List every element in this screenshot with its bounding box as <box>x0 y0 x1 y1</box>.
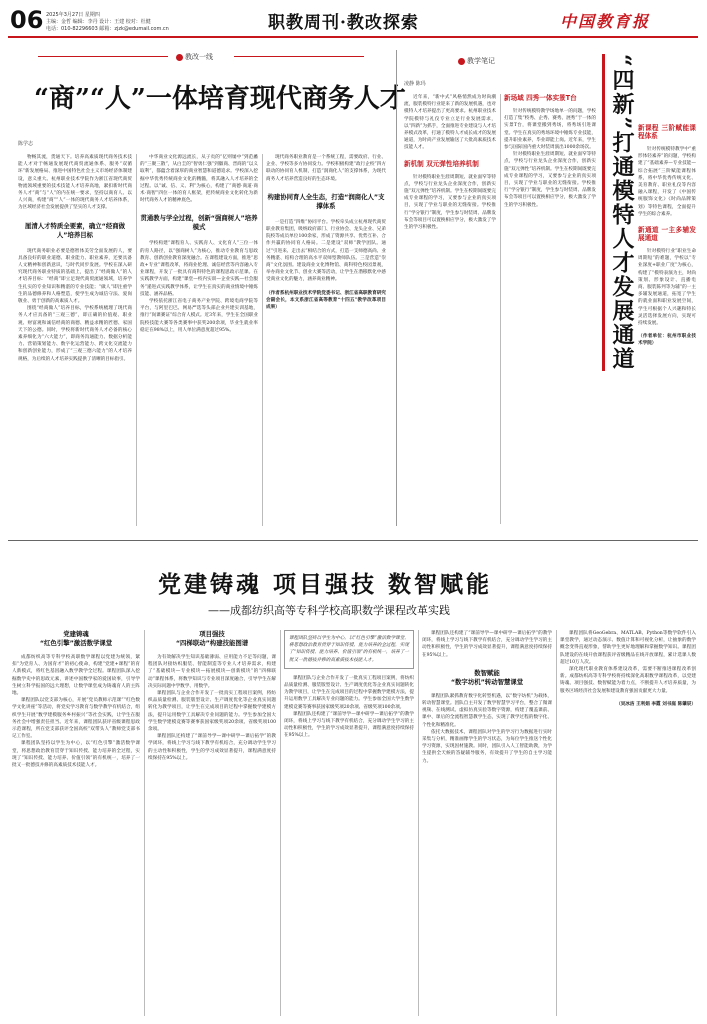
paragraph: 成都纺织高等专科学校高职数学课程以党建为统领，紧扣“为党育人、为国育才”的初心使命，构建“党建+课程”的育人新模式，将红色基因融入数学教学全过程。课程团队深入挖掘数学史中的思政元素，讲述中国数学家的爱国故事，引导学生树立科学报国的远大理想，让数学课堂成为铸魂育人的主阵地。 <box>12 655 140 697</box>
page-number: 06 <box>10 6 44 34</box>
article-title: “商”“人”一体培育现代商务人才 <box>34 84 406 114</box>
paragraph: 课程团队坚持以学生为中心，以“红色引擎”激活数学课堂，将思想政治教育贯穿于知识传授、能力培养的全过程，实现了“知识传授、能力培养、价值引领”的有机统一，培养了一批又一批德技并修的高素质技术技能人才。 <box>12 741 140 769</box>
column-tag: 教改一线 <box>176 52 213 62</box>
article-column-3 <box>266 154 386 526</box>
math-column-3 <box>284 630 414 1016</box>
paragraph: 现代商务职业教育是一个系统工程，需要政府、行业、企业、学校等多方协同发力。学校积极构建“政行企校”四方联动的协同育人机制，打造“润商化人”的支撑体系，为现代商务人才培养营造良好的生态环境。 <box>266 155 386 182</box>
paragraph: 课程团队与企业合作开发了一批真实工程项目案例，将纺织品质量检测、服装版型设计、生产调度优化等企业真实问题转化为教学项目，让学生在完成项目的过程中掌握数学建模方法，提升运用数学工具解决专业问题的能力。学生参加全国大学生数学建模竞赛等赛事获国家级奖项20余项、省级奖项100余项。 <box>148 691 276 733</box>
article-byline: 凌静 陈玛 <box>404 81 426 87</box>
tag-rule <box>38 56 168 57</box>
paragraph: 针对模特职业生涯周期短、就业面窄等特点，学校与行业龙头企业深度合作，创新实施“双元弹性”培养机制。学生在校期间既要完成专业课程的学习，又要参与企业的真实项目，实现了学业与职业的无缝衔接。学校推行“学分银行”制度，学生参与时装周、品牌发布会等项目可以置换相应学分，极大激发了学生的学习积极性。 <box>504 152 596 208</box>
paragraph: 针对传统模特教学中“重形体轻素养”的问题，学校构建了“基础素养—专业技能—综合拓展”三阶赋能课程体系，将中华优秀传统文化、美育教育、职业礼仪等内容融入课程，开发了《中国传统服饰文化》《时尚品牌策划》等特色课程，全面提升学生的综合素养。 <box>638 147 696 217</box>
subheading: 新机制 双元弹性培养机制 <box>404 159 479 168</box>
paragraph: 针对传统模特教学场地单一的问题，学校打造了集“校秀、企秀、赛秀、展秀”于一体的实景T台，将课堂搬到秀场，将秀场引进课堂。学生在真实的秀场环境中锤炼专业技能，提升职业素养，毕业即能上岗。近年来，学生参与国际国内重大时装周演出1000余场次。 <box>504 109 596 151</box>
paragraph: 课程团队紧抓教育数字化转型机遇，以“数字坊机”为载体，转动智慧课堂。团队自主开发了数学智慧学习平台，整合了微课视频、在线测试、虚拟仿真实验等数字资源，构建了覆盖课前、课中、课后的全流程智慧教学生态，实现了教学过程的数字化、个性化和精准化。 <box>422 693 552 728</box>
paragraph: 为有效解决学生知识基础薄弱、应用能力不足等问题，课程团队对接纺织服装、智能制造等专业人才培养需求，构建了“基础模块—专业模块—拓展模块—创新模块”的“四梯联动”课程体系，将数学知识与专业项目深度融合，引导学生在解决实际问题中学数学、用数学。 <box>148 655 276 689</box>
masthead <box>0 0 707 44</box>
sidebar-column-2 <box>504 94 596 524</box>
paragraph: 课程团队还构建了“课前导学—课中研学—课后拓学”的教学闭环，将线上学习与线下教学有机结合，充分调动学生学习的主动性和积极性，学生的学习成效显著提升，课程满意度持续保持在95%以上。 <box>284 711 414 739</box>
column-tag: 教学笔记 <box>458 56 495 66</box>
article-model-talent <box>400 44 700 532</box>
column-tag-icon <box>176 54 183 61</box>
paragraph: 针对模特行业“职业生命周期短”的难题，学校以“专业深度+职业广度”为核心，构建了“模特表演为主，时尚策划、形象设计、直播电商、服装陈列等为辅”的一主多辅发展通道，拓宽了学生的就业面和职业发展空间，学生可根据个人兴趣和特长灵活选择发展方向，实现可持续发展。 <box>638 249 696 327</box>
math-column-1 <box>12 630 140 1016</box>
subheading: 党建铸魂 “红色引擎”激活数学课堂 <box>39 630 113 647</box>
column-tag-icon <box>458 58 465 65</box>
subheading: 厘清人才特质全要素，确立“经商做人”培养目标 <box>24 221 126 239</box>
paragraph: 课程团队将GeoGebra、MATLAB、Python等数学软件引入课堂教学，通过动态演示、数值计算和可视化分析，让抽象的数学概念变得直观形象，帮助学生更好地理解和掌握数学知识。课程团队建设的在线开放课程获评省级精品在线开放课程，累计选课人数超过10万人次。 <box>560 631 696 665</box>
subheading: 项目强技 “四梯联动”构建技能图谱 <box>175 630 249 647</box>
tag-rule-right <box>234 56 364 57</box>
subheading: 数智赋能 “数字坊机”转动智慧课堂 <box>450 668 524 686</box>
paragraph: 学校依托浙江省电子商务产业学院、跨境电商学院等平台，与阿里巴巴、网易严选等头部企业共建实训基地，推行“岗课赛证”综合育人模式。近3年来，学生在全国职业院校技能大赛等各类赛事中获奖200余项，毕业生就业率稳定在98%以上，用人单位满意度超过95%。 <box>140 299 258 333</box>
subheading: 贯通教与学全过程，创新“强商树人”培养模式 <box>140 214 258 232</box>
paragraph: 物畅其流，货通天下。培养高素质现代商务技术技能人才对于畅通发展现代商贸流通体系、服务“双循环”新发展格局、推进中国特色社会主义市场经济体制建设，意义重大。杭州职业技术学院作为浙江省现代商贸物流领域重要的技术技能人才培养高地，紧扣新时代商务人才“商”与“人”的内在统一要求，坚持以商育人、以人兴商，构建“商”“人”一体的现代商务人才培养体系，为区域经济社会发展提供了坚实的人才支撑。 <box>18 155 132 211</box>
article-math-reform <box>8 544 700 1020</box>
section-title: 职教周刊·教改探索 <box>268 13 419 33</box>
math-column-5 <box>560 630 696 1016</box>
sidebar-column-1 <box>404 94 496 524</box>
paragraph: 中华商业文化源远流长，从子贡的“亿则屡中”到范蠡的“三聚三散”，从白圭的“智勇仁强”到徽商、晋商的“以义取利”，都蕴含着深厚的商业智慧和道德追求。学校深入挖掘中华优秀传统商业文化的精髓，将其融入人才培养的全过程。以“诚、信、义、利”为核心，构建了“商德·商道·商术·商智”四位一体的育人框架，把传统商业文化转化为新时代商务人才的精神底色。 <box>140 155 258 204</box>
paragraph: 针对模特职业生涯周期短、就业面窄等特点，学校与行业龙头企业深度合作，创新实施“双元弹性”培养机制。学生在校期间既要完成专业课程的学习，又要参与企业的真实项目，实现了学业与职业的无缝衔接。学校推行“学分银行”制度，学生参与时装周、品牌发布会等项目可以置换相应学分，极大激发了学生的学习积极性。 <box>404 174 496 231</box>
paragraph: 课程团队还构建了“课前导学—课中研学—课后拓学”的教学闭环，将线上学习与线下教学有机结合，充分调动学生学习的主动性和积极性，学生的学习成效显著提升，课程满意度持续保持在95%以上。 <box>422 631 552 658</box>
sidebar-column-3 <box>638 54 696 524</box>
subheading: 构建协同育人全生态，打造“润商化人”支撑体系 <box>267 192 385 210</box>
paragraph: 学校构建“课程育人、实践育人、文化育人”三位一体的育人路径，以“强商树人”为核心，推动专业教育与思政教育、创新创业教育深度融合。在课程建设方面，推进“思政+专业”课程改革，将商业伦理、诚信经营等内容融入专业课程，开发了一批具有商科特色的课程思政示范课。在实践教学方面，构建“课堂—校内实训—企业实践—社会服务”递进式实践教学体系，让学生在真实的商业情境中锤炼技能、涵养品格。 <box>140 241 258 297</box>
subheading: 新场域 四秀一体实景T台 <box>504 94 577 102</box>
subheading: 新通道 一主多辅发展通道 <box>638 226 696 243</box>
paragraph: 深化现代职业教育体系建设改革，需要不断推进课程改革创新。成都纺织高等专科学校将持续深化高职数学课程改革，以党建铸魂、项目强技、数智赋能为着力点，不断提升人才培养质量，为服务区域经济社会发展和建设教育强国贡献更大力量。 <box>560 667 696 694</box>
contact-line: 电话：010-82296603 邮箱：zjzk@edumail.com.cn <box>46 26 169 32</box>
paragraph: 依托大数据技术，课程团队对学生的学习行为数据进行实时采集与分析，精准画像学生的学习状态，为每位学生推送个性化学习资源，实现因材施教。同时，团队引入人工智能助教，为学生提供全天候的答疑辅导服务，有效提升了学生的自主学习能力。 <box>422 729 552 764</box>
masthead-rule <box>8 36 698 38</box>
article-closing-note: （作者系杭州职业技术学院党委书记、浙江省高职教育研究会副会长，本文系浙江省高等教育“十四五”教学改革项目成果） <box>266 290 386 311</box>
article-subtitle: ——成都纺织高等专科学校高职数学课程改革实践 <box>208 604 450 617</box>
section-divider <box>8 540 698 541</box>
paragraph: 围绕“经商做人”培养目标，学校系统梳理了现代商务人才应具备的“三观三德”，即正确的价值观、职业观、财富观和诚信经商的商德、精益求精的匠德、家国天下的公德。同时，学校将新时代商务人才必备的核心素养细化为“六大能力”，即商务沟通能力、数据分析能力、营销策划能力、数字化运营能力、跨文化交流能力和创新创业能力，形成了“三观三德六能力”的人才培养规格，为后续的人才培养实践提供了清晰的目标指引。 <box>18 306 132 362</box>
math-column-2 <box>148 630 276 1016</box>
paragraph: 课程团队以党支部为核心，开展“党员教师示范课”“红色数学文化讲座”等活动，将党史学习教育与数学教学有机结合，组织学生开展“数学建模服务乡村振兴”等社会实践，让学生在服务社会中增强责任担当。近年来，课程团队获评省级课程思政示范课程，所在党支部获评全国高校“双带头人”教师党支部书记工作室。 <box>12 698 140 740</box>
editors-line: 主编：金哲 编辑：李丹 设计：王建 校对：杜健 <box>46 19 151 25</box>
article-byline: （吴冰洁 王利娟 李霞 刘书庭 陈肇辰） <box>616 701 696 707</box>
date-line: 2025年3月27日 星期四 <box>46 12 100 18</box>
pull-quote: 课程团队坚持以学生为中心，以“红色引擎”激活数学课堂，将思想政治教育贯穿于知识传授、能力培养的全过程，实现了“知识传授、能力培养、价值引领”的有机统一，培养了一批又一批德技并修的高素质技术技能人才。 <box>284 630 414 669</box>
vertical-title: “四新”打通模特人才发展通道 <box>602 54 637 371</box>
paragraph: 一是打造“四维”协同平台。学校牵头成立杭州现代商贸职业教育集团，吸纳政府部门、行业协会、龙头企业、兄弟院校等成员单位100余家，形成了资源共享、优势互补、合作共赢的协同育人格局。二是建设“双师”教学团队。通过“引进来、走出去”相结合的方式，打造一支师德高尚、业务精湛、结构合理的高水平双师型教师队伍。三是营造“崇商”文化氛围。建设商业文化博物馆、商科特色校园景观，举办商业文化节、创业大赛等活动，让学生在潜移默化中感受商业文化的魅力，涵养商业精神。 <box>266 219 386 283</box>
article-byline: 陈学志 <box>18 141 34 147</box>
paper-name: 中国教育报 <box>560 12 651 31</box>
paragraph: 现代商务职业必要是德智体美劳全面发展的人，要具备良好的职业道德、职业能力、职业素养，还要具备人文精神和创新意识，与时代同步发展。学校在深入研究现代商务职业特质的基础上，提出了“经商做人”的人才培养目标：“经商”即立足现代商贸流通领域，培养学生扎实的专业知识和精湛的专业技能；“做人”即注重学生的品德修养和人格塑造，使学生成为诚信守法、爱岗敬业、勇于创新的高素质人才。 <box>18 248 132 305</box>
paragraph: 近年来，“新中式”风格悄然成为时尚潮流，服装模特行业迎来了新的发展机遇，也对模特人才培养提出了更高要求。杭州职业技术学院模特与礼仪专业立足行业发展需求，以“四新”为抓手，全面推进专业建设与人才培养模式改革，打通了模特人才成长成才的发展通道，为时尚产业发展输送了大批高素质技术技能人才。 <box>404 95 496 151</box>
paragraph: 课程团队还构建了“课前导学—课中研学—课后拓学”的教学闭环，将线上学习与线下教学有机结合，充分调动学生学习的主动性和积极性，学生的学习成效显著提升，课程满意度持续保持在95%以上。 <box>148 734 276 761</box>
article-title: 党建铸魂 项目强技 数智赋能 <box>158 571 493 598</box>
paragraph: 课程团队与企业合作开发了一批真实工程项目案例，将纺织品质量检测、服装版型设计、生产调度优化等企业真实问题转化为教学项目，让学生在完成项目的过程中掌握数学建模方法，提升运用数学工具解决专业问题的能力。学生参加全国大学生数学建模竞赛等赛事获国家级奖项20余项、省级奖项100余项。 <box>284 675 414 710</box>
article-column-2 <box>140 154 258 526</box>
article-column-1 <box>18 154 132 526</box>
article-business-talent <box>8 44 406 532</box>
subheading: 新课程 三阶赋能课程体系 <box>638 124 696 140</box>
sidebar-closing-note: （作者单位：杭州市职业技术学院） <box>638 334 696 347</box>
math-column-4 <box>422 630 552 1016</box>
